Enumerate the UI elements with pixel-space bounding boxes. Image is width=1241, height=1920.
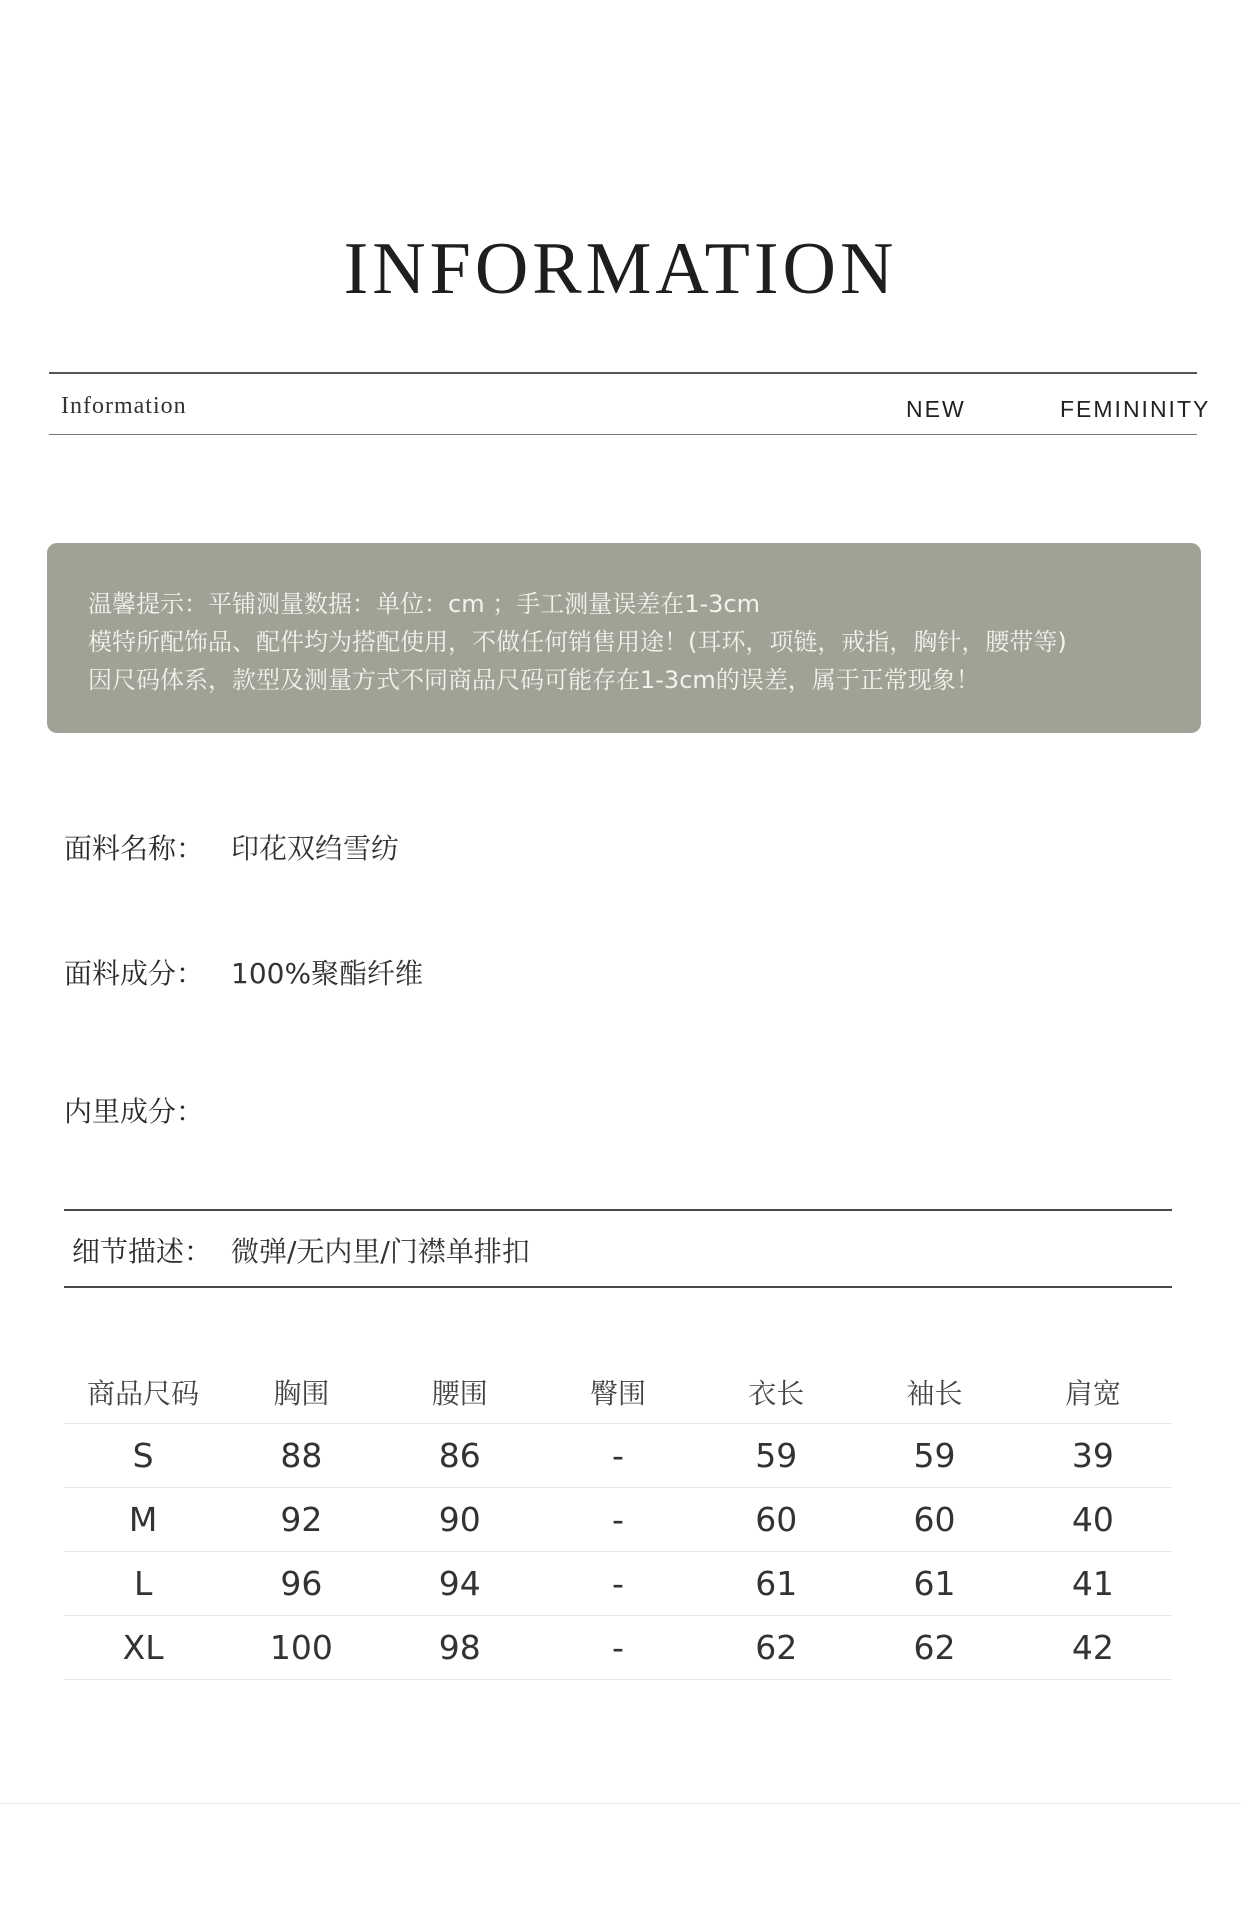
- table-cell: 62: [855, 1616, 1013, 1680]
- table-cell: 59: [855, 1424, 1013, 1488]
- table-cell: 39: [1014, 1424, 1172, 1488]
- table-cell: 41: [1014, 1552, 1172, 1616]
- table-cell: M: [64, 1488, 222, 1552]
- table-cell: -: [539, 1616, 697, 1680]
- header-new-label: NEW: [906, 396, 966, 422]
- header-bottom-divider: [49, 434, 1197, 435]
- table-cell: 61: [697, 1552, 855, 1616]
- table-cell: 60: [697, 1488, 855, 1552]
- details-label: 细节描述：: [72, 1235, 213, 1268]
- table-cell: 88: [222, 1424, 380, 1488]
- lining-label: 内里成分：: [64, 1095, 205, 1128]
- header-femininity-label: FEMININITY: [1060, 396, 1211, 422]
- table-cell: -: [539, 1552, 697, 1616]
- header-hip: 臀围: [539, 1361, 697, 1424]
- header-length: 衣长: [697, 1361, 855, 1424]
- fabric-composition-value: 100%聚酯纤维: [231, 957, 424, 990]
- header-shoulder: 肩宽: [1014, 1361, 1172, 1424]
- fabric-name-value: 印花双绉雪纺: [231, 832, 400, 865]
- header-information-label: Information: [61, 393, 187, 419]
- table-row: [64, 1616, 1172, 1680]
- header-top-divider: [49, 372, 1197, 374]
- table-cell: S: [64, 1424, 222, 1488]
- table-cell: 90: [381, 1488, 539, 1552]
- notice-box: [47, 543, 1201, 733]
- header-chest: 胸围: [222, 1361, 380, 1424]
- size-table-header-row: [64, 1361, 1172, 1424]
- details-bottom-divider: [64, 1286, 1172, 1288]
- table-cell: 96: [222, 1552, 380, 1616]
- table-cell: 62: [697, 1616, 855, 1680]
- table-cell: 42: [1014, 1616, 1172, 1680]
- table-cell: 98: [381, 1616, 539, 1680]
- table-cell: XL: [64, 1616, 222, 1680]
- fabric-composition-label: 面料成分：: [64, 957, 205, 990]
- fabric-name-label: 面料名称：: [64, 832, 205, 865]
- table-cell: 94: [381, 1552, 539, 1616]
- details-value: 微弹/无内里/门襟单排扣: [231, 1235, 530, 1268]
- bottom-divider: [0, 1803, 1241, 1804]
- header-sleeve: 袖长: [855, 1361, 1013, 1424]
- table-cell: L: [64, 1552, 222, 1616]
- notice-line-2: 模特所配饰品、配件均为搭配使用，不做任何销售用途！(耳环，项链，戒指，胸针，腰带等): [88, 628, 1067, 656]
- details-top-divider: [64, 1209, 1172, 1211]
- table-cell: -: [539, 1488, 697, 1552]
- notice-line-3: 因尺码体系，款型及测量方式不同商品尺码可能存在1-3cm的误差，属于正常现象！: [88, 666, 980, 694]
- table-row: [64, 1488, 1172, 1552]
- table-cell: 60: [855, 1488, 1013, 1552]
- table-cell: -: [539, 1424, 697, 1488]
- size-table: [64, 1361, 1172, 1680]
- table-cell: 61: [855, 1552, 1013, 1616]
- table-cell: 86: [381, 1424, 539, 1488]
- header-waist: 腰围: [381, 1361, 539, 1424]
- notice-line-1: 温馨提示：平铺测量数据：单位：cm ；手工测量误差在1-3cm: [88, 590, 760, 618]
- table-cell: 59: [697, 1424, 855, 1488]
- page-title: INFORMATION: [343, 228, 898, 310]
- table-cell: 100: [222, 1616, 380, 1680]
- table-cell: 92: [222, 1488, 380, 1552]
- header-size: 商品尺码: [64, 1361, 222, 1424]
- table-row: [64, 1424, 1172, 1488]
- table-cell: 40: [1014, 1488, 1172, 1552]
- table-row: [64, 1552, 1172, 1616]
